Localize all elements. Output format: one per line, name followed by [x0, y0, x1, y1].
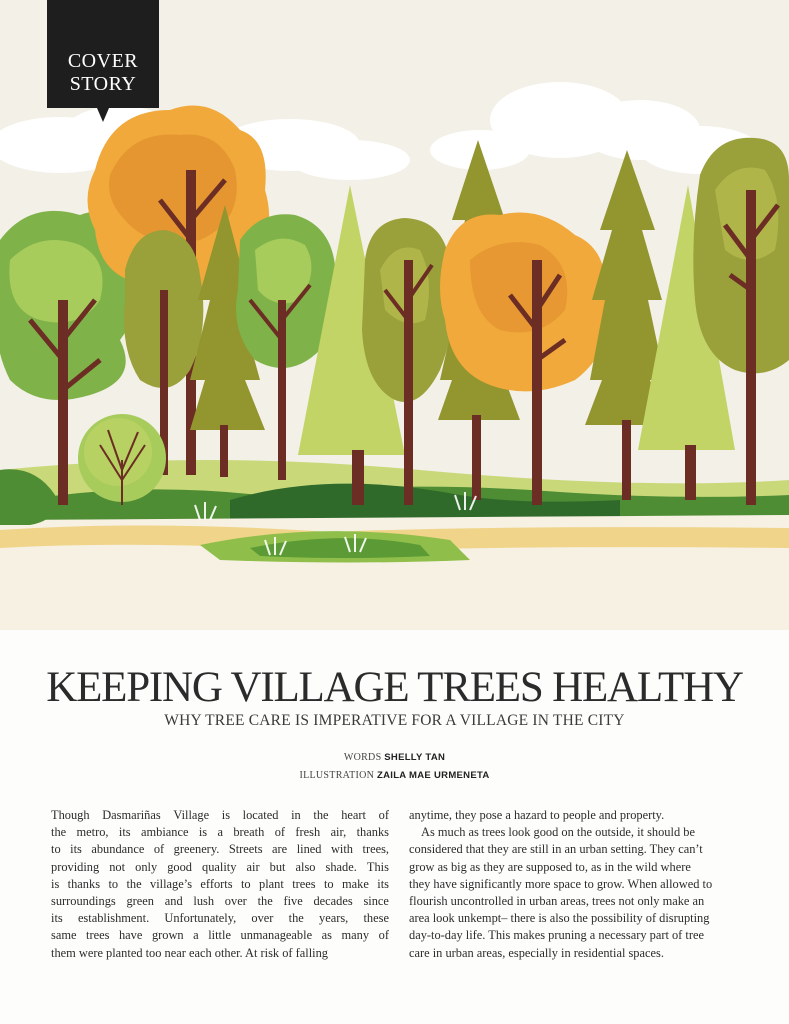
body-word: also [295, 859, 316, 874]
body-word: to [51, 842, 61, 857]
body-word: Though [51, 808, 90, 822]
body-word: years, [319, 911, 349, 926]
body-word: lined [296, 842, 322, 857]
body-word: is [198, 825, 208, 840]
body-word: air, [330, 825, 347, 840]
body-word: trees [292, 876, 316, 891]
body-line: considered that they are still in an urban setting. They can’t [409, 842, 703, 857]
body-word: make [342, 876, 369, 891]
body-word: providing [51, 859, 100, 874]
body-word: with [330, 842, 353, 857]
body-word: air [246, 859, 260, 874]
body-line [51, 807, 389, 824]
body-word: many [341, 928, 370, 943]
body-line [51, 841, 389, 858]
tab-label-line1: COVER [67, 50, 139, 72]
body-word: unmanageable [240, 928, 313, 943]
body-word: these [363, 911, 389, 926]
cover-story-tab [47, 0, 159, 124]
body-word: fresh [295, 825, 321, 840]
body-word: of [153, 842, 165, 857]
body-word: village’s [150, 876, 193, 891]
body-line: them were planted too near each other. At risk of falling [51, 945, 328, 960]
body-line [51, 927, 389, 944]
body-word: establishment. [77, 911, 150, 926]
body-line [51, 859, 389, 876]
credit-words [0, 752, 789, 763]
body-word: surroundings [51, 894, 116, 909]
body-line [51, 910, 389, 927]
body-word: in [291, 808, 301, 822]
body-word: its [51, 911, 63, 926]
body-word: since [363, 894, 389, 909]
credit-illustration-name: ZAILA MAE URMENETA [377, 770, 490, 781]
body-word: green [126, 894, 154, 909]
body-word: the [51, 825, 67, 840]
body-word: are [272, 842, 288, 857]
body-column-right [409, 807, 741, 962]
body-line [51, 893, 389, 910]
body-word: its [377, 876, 389, 891]
body-word: not [109, 859, 126, 874]
body-word: Village [173, 808, 210, 822]
body-line: grow as big as they are supposed to, as in the wild where [409, 859, 691, 874]
body-word: This [366, 859, 389, 874]
body-line: care in urban areas, especially in residential spaces. [409, 945, 664, 960]
body-word: shade. [325, 859, 357, 874]
body-word: the [288, 911, 304, 926]
body-word: thanks [67, 876, 101, 891]
body-word: its [70, 842, 82, 857]
body-word: is [51, 876, 60, 891]
body-word: trees [86, 928, 110, 943]
body-word: of [378, 808, 389, 822]
body-word: heart [341, 808, 366, 822]
body-word: over [251, 911, 274, 926]
body-column-left [51, 807, 389, 962]
body-word: Unfortunately, [164, 911, 237, 926]
body-word: but [269, 859, 286, 874]
article-title: KEEPING VILLAGE TREES HEALTHY [46, 664, 743, 711]
body-word: the [313, 808, 329, 822]
body-word: located [242, 808, 279, 822]
credit-words-name: SHELLY TAN [384, 752, 446, 763]
body-word: the [257, 894, 273, 909]
body-word: good [167, 859, 192, 874]
body-line: anytime, they pose a hazard to people and property. [409, 808, 665, 822]
body-word: little [208, 928, 231, 943]
body-word: trees, [362, 842, 389, 857]
body-line: As much as trees look good on the outside, it should be [421, 825, 695, 840]
body-word: to [108, 876, 119, 891]
credit-illustration [0, 770, 789, 781]
body-word: as [321, 928, 332, 943]
body-word: a [193, 928, 199, 943]
body-word: Streets [228, 842, 263, 857]
body-word: Dasmariñas [102, 808, 161, 822]
body-word: abundance [91, 842, 145, 857]
body-line: flourish uncontrolled in urban areas, trees not only make an [409, 894, 705, 909]
body-word: to [323, 876, 334, 891]
body-line: area look unkempt– there is also the possibility of disrupting [409, 911, 710, 926]
body-word: decades [313, 894, 353, 909]
article-subtitle: WHY TREE CARE IS IMPERATIVE FOR A VILLAGE IN THE CITY [164, 712, 625, 729]
body-word: have [118, 928, 143, 943]
body-word: is [221, 808, 231, 822]
body-line [51, 876, 389, 893]
body-line [51, 824, 389, 841]
body-word: lush [193, 894, 215, 909]
body-word: five [283, 894, 303, 909]
body-word: metro, [76, 825, 109, 840]
body-word: its [118, 825, 131, 840]
body-word: of [378, 928, 389, 943]
body-word: ambiance [140, 825, 189, 840]
body-word: only [135, 859, 158, 874]
body-word: to [240, 876, 251, 891]
body-word: and [164, 894, 183, 909]
body-word: greenery. [173, 842, 220, 857]
body-word: the [126, 876, 142, 891]
body-line: they have significantly more space to grow. When allowed to [409, 876, 713, 891]
body-word: a [217, 825, 223, 840]
body-word: grown [151, 928, 184, 943]
body-word: of [274, 825, 286, 840]
body-word: thanks [356, 825, 389, 840]
body-word: efforts [200, 876, 233, 891]
body-word: breath [233, 825, 265, 840]
body-word: same [51, 928, 77, 943]
body-word: plant [259, 876, 284, 891]
tab-label-line2: STORY [69, 73, 137, 95]
body-word: over [224, 894, 247, 909]
body-word: quality [202, 859, 237, 874]
credit-words-role: WORDS [343, 752, 382, 763]
body-line: day-to-day life. This makes pruning a necessary part of tree [409, 928, 704, 943]
credit-illustration-role: ILLUSTRATION [299, 770, 375, 781]
